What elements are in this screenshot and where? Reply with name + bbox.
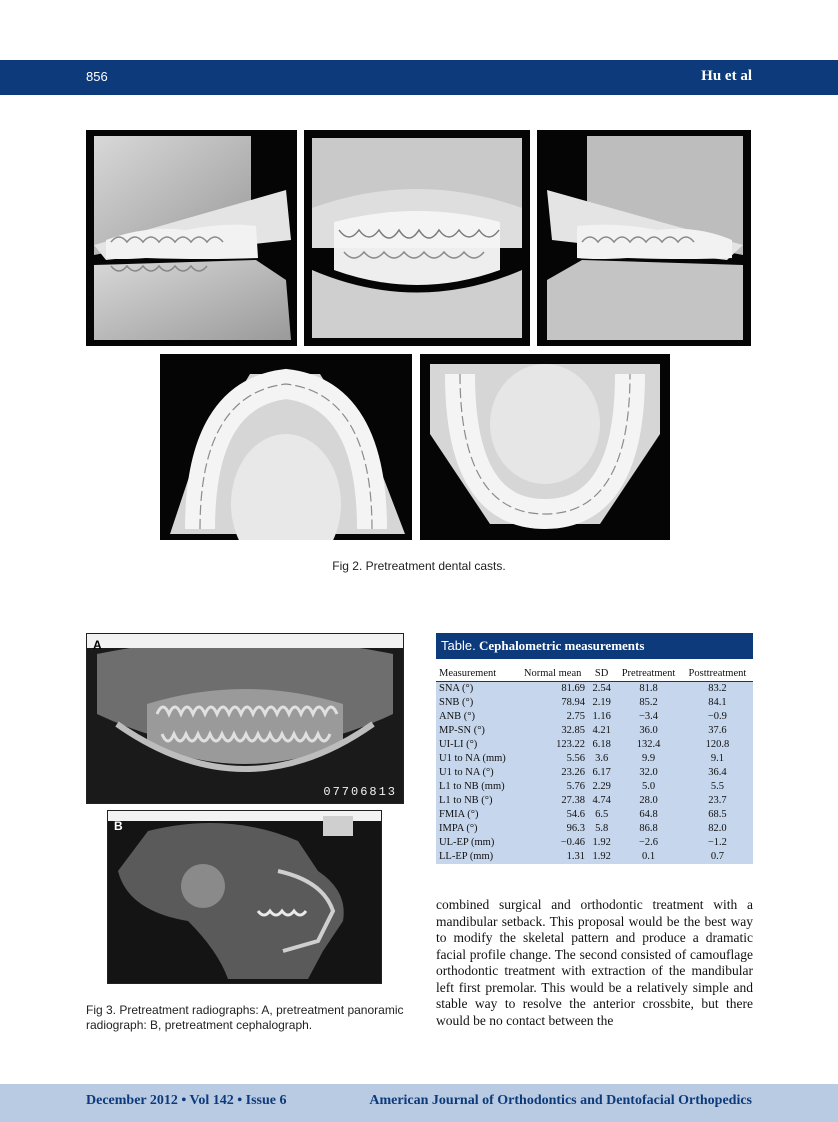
table-cell: L1 to NB (mm) [436, 780, 517, 794]
table-row [436, 850, 753, 864]
figure2-caption: Fig 2. Pretreatment dental casts. [332, 559, 506, 573]
page-footer [0, 1084, 838, 1122]
table-cell: 96.3 [517, 822, 588, 836]
table-cell: SNA (°) [436, 682, 517, 697]
table-cell: 78.94 [517, 696, 588, 710]
table-cell: 1.16 [588, 710, 615, 724]
table-row [436, 682, 753, 697]
table-title [436, 633, 753, 659]
page-number: 856 [86, 69, 108, 84]
table-row [436, 794, 753, 808]
table-cell: 83.2 [682, 682, 753, 697]
table-title-rest: Cephalometric measurements [478, 638, 645, 653]
page-header [0, 60, 838, 95]
table-cell: FMIA (°) [436, 808, 517, 822]
table-cell: −0.9 [682, 710, 753, 724]
table-row [436, 696, 753, 710]
table-row [436, 822, 753, 836]
table-cell: MP-SN (°) [436, 724, 517, 738]
column-header: Measurement [436, 665, 517, 682]
table-body [436, 682, 753, 865]
table-cell: 64.8 [615, 808, 682, 822]
cast-photo-right-lateral [86, 130, 297, 346]
table-cell: 1.92 [588, 836, 615, 850]
table-cell: ANB (°) [436, 710, 517, 724]
table-row [436, 752, 753, 766]
table-cell: −0.46 [517, 836, 588, 850]
table-cell: 5.76 [517, 780, 588, 794]
table-cell: 2.75 [517, 710, 588, 724]
cast-photo-frontal [304, 130, 530, 346]
measurements-table [436, 665, 753, 864]
table-cell: 5.56 [517, 752, 588, 766]
table-cell: 9.1 [682, 752, 753, 766]
table-cell: 9.9 [615, 752, 682, 766]
table-cell: 5.8 [588, 822, 615, 836]
table-cell: 0.7 [682, 850, 753, 864]
cephalograph-label: B [114, 819, 123, 833]
figure3-caption: Fig 3. Pretreatment radiographs: A, pretreatment panoramic radiograph: B, pretreatment cephalograph. [86, 1003, 404, 1032]
table-cell: U1 to NA (°) [436, 766, 517, 780]
cast-photo-mandibular-occlusal [420, 354, 670, 540]
table-cell: 84.1 [682, 696, 753, 710]
table-row [436, 738, 753, 752]
table-cell: 32.0 [615, 766, 682, 780]
table-cell: 4.21 [588, 724, 615, 738]
running-authors: Hu et al [701, 68, 752, 84]
footer-issue: December 2012 • Vol 142 • Issue 6 [86, 1093, 287, 1108]
table-cell: 132.4 [615, 738, 682, 752]
table-cell: 6.5 [588, 808, 615, 822]
table-cell: 5.0 [615, 780, 682, 794]
table-cell: 27.38 [517, 794, 588, 808]
table-cell: L1 to NB (°) [436, 794, 517, 808]
table-cell: 81.8 [615, 682, 682, 697]
table-row [436, 836, 753, 850]
footer-journal: American Journal of Orthodontics and Dentofacial Orthopedics [369, 1093, 752, 1108]
column-header: SD [588, 665, 615, 682]
table-cell: −3.4 [615, 710, 682, 724]
table-cell: U1 to NA (mm) [436, 752, 517, 766]
table-cell: UL-EP (mm) [436, 836, 517, 850]
table-row [436, 780, 753, 794]
body-paragraph: combined surgical and orthodontic treatment with a mandibular setback. This proposal would be the best way to modify the skeletal pattern and produce a dramatic facial profile change. The second consisted of camouflage orthodontic treatment with extraction of the mandibular left first premolar. This would be a relatively simple and stable way to resolve the anterior crossbite, but there would be no contact between the [436, 897, 753, 1028]
table-header-row [436, 665, 753, 682]
table-cell: 85.2 [615, 696, 682, 710]
table-cell: 1.31 [517, 850, 588, 864]
table-cell: 3.6 [588, 752, 615, 766]
table-cell: IMPA (°) [436, 822, 517, 836]
table-row [436, 710, 753, 724]
table-cell: 6.18 [588, 738, 615, 752]
table-cell: 86.8 [615, 822, 682, 836]
cephalometric-radiograph [107, 810, 382, 984]
table-cell: 120.8 [682, 738, 753, 752]
cast-photo-maxillary-occlusal [160, 354, 412, 540]
table-cell: 81.69 [517, 682, 588, 697]
table-cell: 68.5 [682, 808, 753, 822]
table-cell: UI-LI (°) [436, 738, 517, 752]
column-header: Normal mean [517, 665, 588, 682]
table-title-lead: Table. [441, 638, 476, 653]
table-cell: 0.1 [615, 850, 682, 864]
table-row [436, 766, 753, 780]
table-cell: 6.17 [588, 766, 615, 780]
table-cell: 4.74 [588, 794, 615, 808]
table-cell: 23.26 [517, 766, 588, 780]
table-cell: 23.7 [682, 794, 753, 808]
film-id: 07706813 [323, 785, 397, 799]
table-cell: 32.85 [517, 724, 588, 738]
table-cell: 37.6 [682, 724, 753, 738]
table-cell: 1.92 [588, 850, 615, 864]
table-cell: 2.19 [588, 696, 615, 710]
panoramic-radiograph [86, 633, 404, 804]
table-cell: 54.6 [517, 808, 588, 822]
table-cell: 36.0 [615, 724, 682, 738]
panoramic-label: A [93, 638, 102, 652]
table-cell: SNB (°) [436, 696, 517, 710]
table-cell: 82.0 [682, 822, 753, 836]
cast-photo-left-lateral [537, 130, 751, 346]
table-cell: −1.2 [682, 836, 753, 850]
table-cell: LL-EP (mm) [436, 850, 517, 864]
table-cell: 36.4 [682, 766, 753, 780]
table-cell: −2.6 [615, 836, 682, 850]
table-cell: 2.29 [588, 780, 615, 794]
column-header: Pretreatment [615, 665, 682, 682]
table-cell: 123.22 [517, 738, 588, 752]
table-cell: 2.54 [588, 682, 615, 697]
table-cell: 5.5 [682, 780, 753, 794]
column-header: Posttreatment [682, 665, 753, 682]
table-cell: 28.0 [615, 794, 682, 808]
table-row [436, 724, 753, 738]
table-row [436, 808, 753, 822]
cephalometric-table [436, 633, 753, 864]
